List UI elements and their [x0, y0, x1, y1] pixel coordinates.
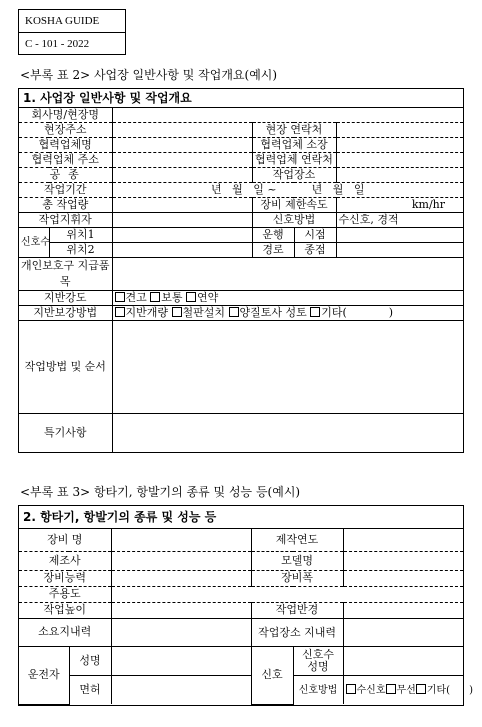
operator-label: 운전자	[19, 647, 69, 705]
start-label: 시점	[294, 228, 336, 243]
partner-head-value[interactable]	[336, 138, 463, 153]
manufacture-year-value[interactable]	[343, 529, 463, 552]
capacity-label: 장비능력	[19, 571, 111, 587]
company-label: 회사명/현장명	[19, 108, 112, 123]
site-bearing-value[interactable]	[343, 619, 463, 647]
total-work-label: 총 작업량	[19, 198, 112, 213]
name-value[interactable]	[111, 647, 251, 676]
end-label: 종점	[294, 243, 336, 258]
work-place-value[interactable]	[336, 168, 463, 183]
work-method-label: 작업방법 및 순서	[19, 321, 112, 414]
width-label: 장비폭	[251, 571, 343, 587]
site-bearing-label: 작업장소 지내력	[251, 619, 343, 647]
model-value[interactable]	[343, 552, 463, 571]
position2-value[interactable]	[112, 243, 252, 258]
partner-name-label: 협력업체명	[19, 138, 112, 153]
checkbox[interactable]	[172, 307, 182, 317]
ground-method-label: 지반보강방법	[19, 306, 112, 321]
signaler-label: 신호수	[19, 228, 49, 258]
checkbox[interactable]	[229, 307, 239, 317]
work-height-label: 작업높이	[19, 603, 111, 619]
equipment-table	[18, 505, 474, 706]
trade-label: 공 종	[19, 168, 112, 183]
equipment-name-value[interactable]	[111, 529, 251, 552]
site-contact-label: 현장 연락처	[252, 123, 336, 138]
main-use-value[interactable]	[111, 587, 463, 603]
partner-name-value[interactable]	[112, 138, 252, 153]
license-value[interactable]	[111, 676, 251, 705]
partner-address-value[interactable]	[112, 153, 252, 168]
signaler-name-label: 신호수 성명	[293, 647, 343, 676]
maker-label: 제조사	[19, 552, 111, 571]
appendix-caption-2: <부록 표 2> 사업장 일반사항 및 작업개요(예시)	[20, 68, 278, 82]
bearing-label: 소요지내력	[19, 619, 111, 647]
kosha-guide-box	[18, 9, 126, 55]
company-value[interactable]	[112, 108, 463, 123]
work-radius-value[interactable]	[343, 603, 463, 619]
ground-strength-options: 견고 보통 연약	[112, 291, 463, 306]
end-value[interactable]	[336, 243, 463, 258]
ground-strength-label: 지반강도	[19, 291, 112, 306]
checkbox[interactable]	[150, 292, 160, 302]
signal-method-label-2: 신호방법	[293, 676, 343, 705]
checkbox[interactable]	[310, 307, 320, 317]
ground-method-options: 지반개량 철판설치 양질토사 성토 기타( )	[112, 306, 463, 321]
site-address-label: 현장주소	[19, 123, 112, 138]
remarks-value[interactable]	[112, 414, 463, 453]
license-label: 면허	[69, 676, 111, 705]
start-value[interactable]	[336, 228, 463, 243]
table1-title: 1. 사업장 일반사항 및 작업개요	[19, 89, 463, 108]
model-label: 모델명	[251, 552, 343, 571]
ppe-label: 개인보호구 지급품목	[19, 258, 112, 291]
partner-address-label: 협력업체 주소	[19, 153, 112, 168]
work-period-value[interactable]: 년 월 일 ~ 년 월 일	[112, 183, 463, 198]
capacity-value[interactable]	[111, 571, 251, 587]
position2-label: 위치2	[49, 243, 112, 258]
general-info-table	[18, 88, 464, 453]
commander-label: 작업지휘자	[19, 213, 112, 228]
signaler-name-value[interactable]	[343, 647, 463, 676]
work-place-label: 작업장소	[252, 168, 336, 183]
ppe-value[interactable]	[112, 258, 463, 291]
speed-limit-label: 장비 제한속도	[252, 198, 336, 213]
bearing-value[interactable]	[111, 619, 251, 647]
checkbox[interactable]	[416, 684, 426, 694]
commander-value[interactable]	[112, 213, 252, 228]
remarks-label: 특기사항	[19, 414, 112, 453]
manufacture-year-label: 제작연도	[251, 529, 343, 552]
route-label: 운행	[252, 228, 294, 243]
trade-value[interactable]	[112, 168, 252, 183]
maker-value[interactable]	[111, 552, 251, 571]
signal-method-value[interactable]: 수신호, 경적	[336, 213, 463, 228]
signal-label: 신호	[251, 647, 293, 705]
position1-value[interactable]	[112, 228, 252, 243]
signal-method-label: 신호방법	[252, 213, 336, 228]
name-label: 성명	[69, 647, 111, 676]
signal-method-options: 수신호 무선 기타( )	[343, 676, 463, 705]
site-address-value[interactable]	[112, 123, 252, 138]
partner-contact-label: 협력업체 연락처	[252, 153, 336, 168]
speed-unit: km/hr	[336, 198, 463, 213]
partner-contact-value[interactable]	[336, 153, 463, 168]
work-height-value[interactable]	[111, 603, 251, 619]
appendix-caption-3: <부록 표 3> 항타기, 항발기의 종류 및 성능 등(예시)	[20, 485, 301, 499]
checkbox[interactable]	[115, 292, 125, 302]
work-period-label: 작업기간	[19, 183, 112, 198]
checkbox[interactable]	[115, 307, 125, 317]
route2-label: 경로	[252, 243, 294, 258]
partner-head-label: 협력업체 소장	[252, 138, 336, 153]
main-use-label: 주용도	[19, 587, 111, 603]
equipment-name-label: 장비 명	[19, 529, 111, 552]
total-work-value[interactable]	[112, 198, 252, 213]
guide-code: C - 101 - 2022	[25, 38, 90, 50]
checkbox[interactable]	[346, 684, 356, 694]
work-method-value[interactable]	[112, 321, 463, 414]
table2-title: 2. 항타기, 항발기의 종류 및 성능 등	[19, 506, 463, 529]
checkbox[interactable]	[386, 684, 396, 694]
checkbox[interactable]	[186, 292, 196, 302]
work-radius-label: 작업반경	[251, 603, 343, 619]
site-contact-value[interactable]	[336, 123, 463, 138]
position1-label: 위치1	[49, 228, 112, 243]
guide-title: KOSHA GUIDE	[19, 10, 125, 33]
width-value[interactable]	[343, 571, 463, 587]
